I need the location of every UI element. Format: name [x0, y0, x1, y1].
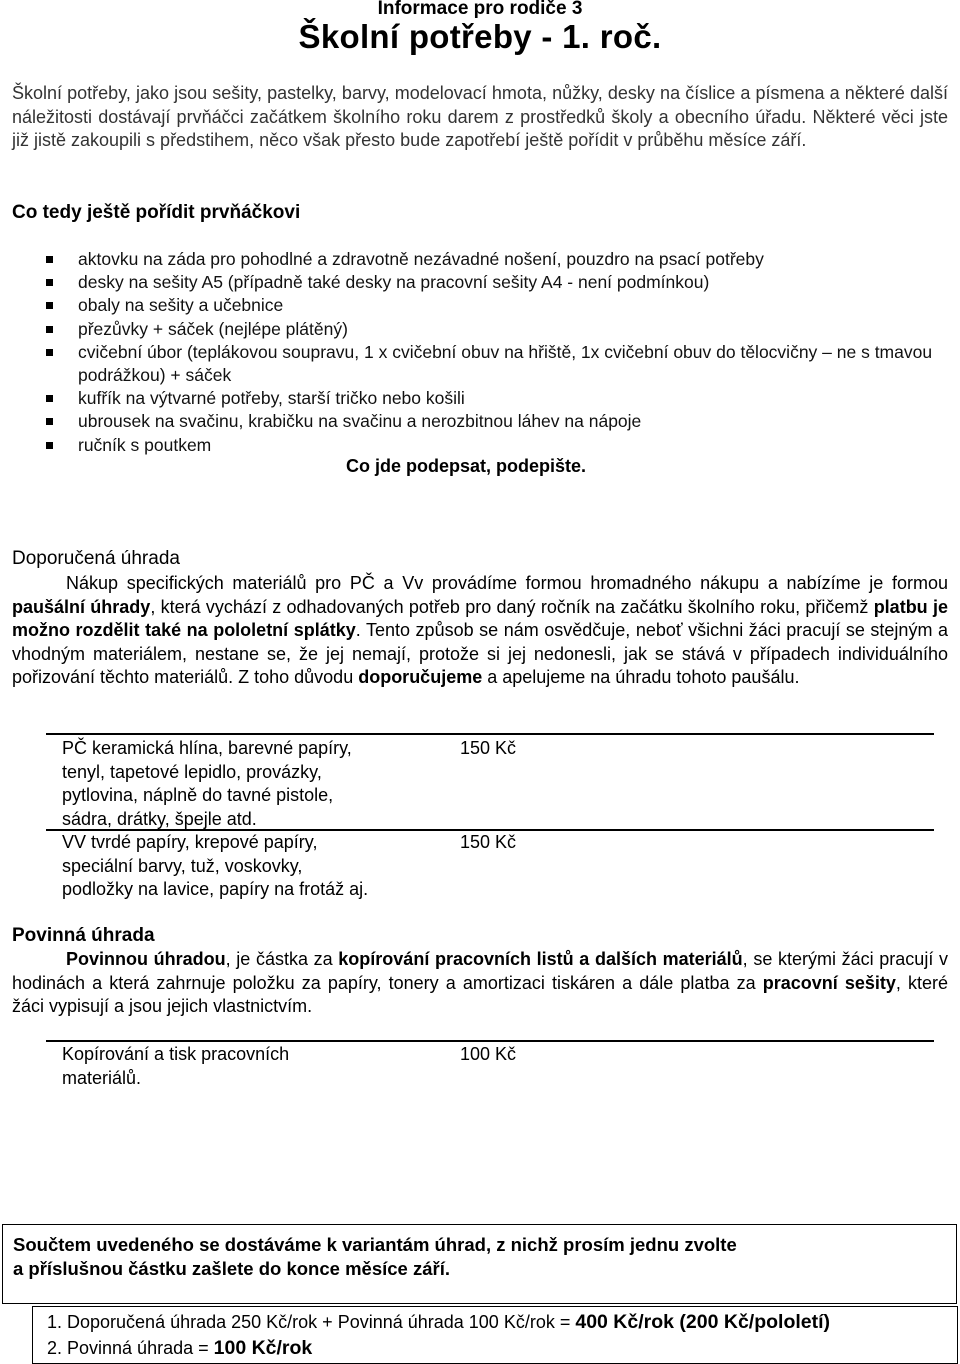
- bullet-icon: [46, 349, 53, 356]
- mandatory-paragraph: Povinnou úhradou, je částka za kopírování pracovních listů a dalších materiálů, se kterými žáci pracují v hodinách a která zahrnuje položku za papíry, tonery a amortizaci tiskáren a dále platba za pracovní sešity, které žáci vypisují a jsou jejich vlastnictvím.: [12, 949, 949, 1016]
- list-item: [46, 271, 956, 294]
- table-row-price: 100 Kč: [460, 1044, 517, 1064]
- mandatory-heading: Povinná úhrada: [12, 925, 155, 946]
- list-item: [46, 248, 956, 271]
- list-item: [46, 318, 956, 341]
- list-item: [46, 387, 956, 410]
- list-item-text: přezůvky + sáček (nejlépe plátěný): [78, 318, 348, 339]
- document-subtitle: Informace pro rodiče 3: [377, 0, 583, 19]
- recommended-price-table: [46, 733, 936, 903]
- payment-options: [32, 1306, 958, 1364]
- recommended-paragraph: Nákup specifických materiálů pro PČ a Vv provádíme formou hromadného nákupu a nabízíme je formou paušální úhrady, která vychází z odhadovaných potřeb pro daný ročník na začátku školního roku, přičemž platbu je možno rozdělit také na pololetní splátky. Tento způsob se nám osvědčuje, neboť všichni žáci pracují se stejným a vhodným materiálem, nestane se, že jej nemají, protože si jej nedonesli, jak se stává v případech individuálního pořizování těchto materiálů. Z toho důvodu doporučujeme a apelujeme na úhradu tohoto paušálu.: [12, 573, 948, 687]
- table-rule: [46, 733, 934, 735]
- summary-box: [2, 1224, 957, 1304]
- bullet-icon: [46, 395, 53, 402]
- document-title: Školní potřeby - 1. roč.: [298, 18, 662, 55]
- bullet-icon: [46, 442, 53, 449]
- list-item-text: desky na sešity A5 (případně také desky na pracovní sešity A4 - není podmínkou): [78, 272, 710, 293]
- list-item: [46, 341, 956, 387]
- bullet-icon: [46, 256, 53, 263]
- intro-paragraph: Školní potřeby, jako jsou sešity, pastelky, barvy, modelovací hmota, nůžky, desky na číslice a písmena a některé další náležitosti dostávají prvňáčci začátkem školního roku darem z prostředků školy a obecního úřadu. Některé věci jste již jistě zakoupili s předstihem, něco však přesto bude zapotřebí ještě pořídit v průběhu měsíce září.: [12, 83, 948, 150]
- bullet-icon: [46, 326, 53, 333]
- list-item: [46, 410, 956, 433]
- table-row-price: 150 Kč: [460, 738, 517, 758]
- sign-note: Co jde podepsat, podepište.: [346, 456, 587, 476]
- recommended-heading: Doporučená úhrada: [12, 548, 180, 569]
- payment-option-1: 1. Doporučená úhrada 250 Kč/rok + Povinná úhrada 100 Kč/rok = 400 Kč/rok (200 Kč/pololetí): [47, 1311, 831, 1333]
- mandatory-price-table: [46, 1040, 936, 1100]
- list-item-text: cvičební úbor (teplákovou soupravu, 1 x cvičební obuv na hřiště, 1x cvičební obuv do tělocvičny – ne s tmavou podrážkou) + sáček: [78, 341, 933, 386]
- table-row-description: PČ keramická hlína, barevné papíry, tenyl, tapetové lepidlo, provázky, pytlovina, náplně do tavné pistole, sádra, drátky, špejle atd.: [62, 738, 352, 829]
- bullet-icon: [46, 279, 53, 286]
- list-item: [46, 434, 956, 457]
- list-item-text: aktovku na záda pro pohodlné a zdravotně nezávadné nošení, pouzdro na psací potřeby: [78, 249, 764, 269]
- table-row-description: Kopírování a tisk pracovních materiálů.: [62, 1044, 290, 1088]
- bullet-icon: [46, 418, 53, 425]
- list-item: [46, 294, 956, 317]
- list-item-text: kufřík na výtvarné potřeby, starší tričko nebo košili: [78, 388, 465, 409]
- bullet-icon: [46, 302, 53, 309]
- list-item-text: ubrousek na svačinu, krabičku na svačinu a nerozbitnou láhev na nápoje: [78, 411, 642, 432]
- list-item-text: ručník s poutkem: [78, 434, 212, 455]
- payment-option-2: 2. Povinná úhrada = 100 Kč/rok: [47, 1337, 313, 1359]
- table-row-price: 150 Kč: [460, 832, 517, 852]
- table-rule: [46, 1040, 934, 1042]
- summary-text: Součtem uvedeného se dostáváme k variantám úhrad, z nichž prosím jednu zvolte a příslušnou částku zašlete do konce měsíce září.: [13, 1234, 737, 1279]
- buy-heading: Co tedy ještě pořídit prvňáčkovi: [12, 202, 301, 223]
- buy-list: [46, 248, 956, 457]
- table-row-description: VV tvrdé papíry, krepové papíry, speciální barvy, tuž, voskovky, podložky na lavice, papíry na frotáž aj.: [62, 832, 369, 899]
- list-item-text: obaly na sešity a učebnice: [78, 295, 284, 316]
